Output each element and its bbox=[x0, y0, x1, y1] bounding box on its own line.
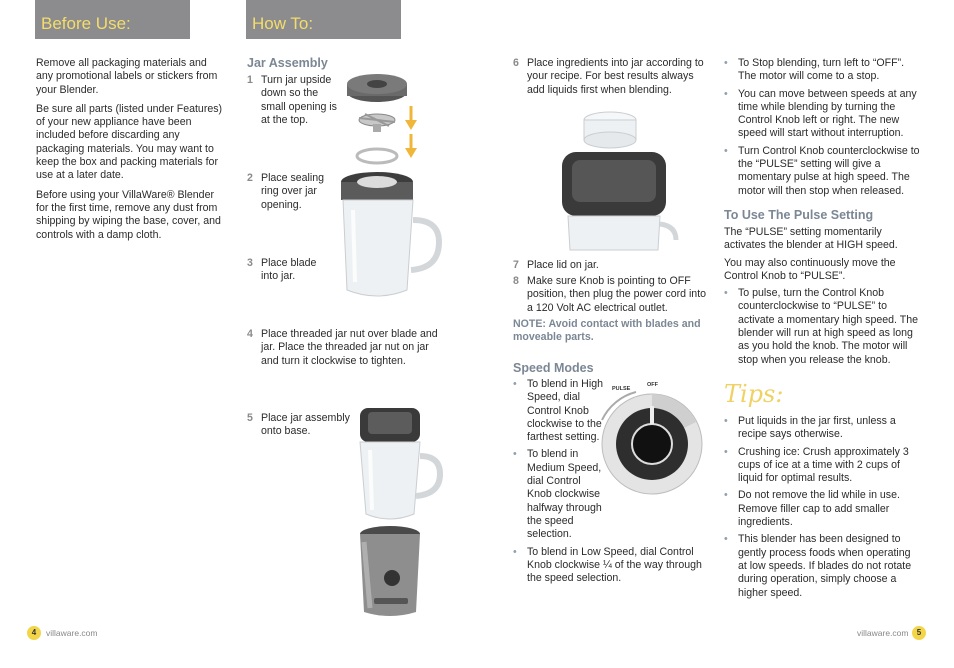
safety-note: NOTE: Avoid contact with blades and moveable parts. bbox=[513, 318, 701, 344]
middle-step bbox=[513, 259, 713, 272]
list-item: • Put liquids in the jar first, unless a recipe says otherwise. bbox=[724, 415, 920, 442]
knob-label-pulse: PULSE bbox=[612, 386, 631, 392]
step-number: 8 bbox=[513, 275, 519, 287]
pulse-setting-text bbox=[724, 226, 920, 371]
lid-on-jar-illustration bbox=[560, 108, 680, 250]
step-text: Turn jar upside down so the small opening is at the top. bbox=[261, 74, 337, 126]
footer-url-right: villaware.com bbox=[857, 628, 909, 638]
how-to-title: How To: bbox=[252, 14, 314, 33]
list-item: • To blend in Low Speed, dial Control Knob clockwise ¼ of the way through the speed selection. bbox=[513, 546, 713, 586]
step-text: Make sure Knob is pointing to OFF position, then plug the power cord into a 120 Volt AC electrical outlet. bbox=[527, 275, 707, 314]
page-number-left: 4 bbox=[27, 626, 41, 640]
step-number: 1 bbox=[247, 74, 253, 86]
how-to-header bbox=[246, 0, 401, 39]
right-column-list bbox=[724, 57, 920, 202]
step-number: 7 bbox=[513, 259, 519, 271]
step-text: Place blade into jar. bbox=[261, 257, 317, 283]
pulse-list bbox=[724, 287, 920, 367]
list-item: • To pulse, turn the Control Knob counterclockwise to “PULSE” to activate a momentary high speed. The blender will run at high speed as long as you hold the knob. The motor will stop when you release the knob. bbox=[724, 287, 920, 367]
list-item: • To blend in High Speed, dial Control Knob clockwise to the farthest setting. bbox=[513, 378, 603, 444]
step-number: 6 bbox=[513, 57, 519, 69]
knob-label-off: OFF bbox=[647, 382, 658, 388]
step-text: Place jar assembly onto base. bbox=[261, 412, 350, 438]
speed-modes-heading: Speed Modes bbox=[513, 361, 594, 375]
step-number: 3 bbox=[247, 257, 253, 269]
step-text: Place threaded jar nut over blade and jar. Place the threaded jar nut on jar and turn it clockwise to tighten. bbox=[261, 328, 438, 367]
jar-step bbox=[247, 412, 352, 439]
jar-assembly-illustration bbox=[335, 70, 445, 310]
before-use-text bbox=[36, 57, 226, 248]
jar-step bbox=[247, 257, 327, 284]
list-item: • You can move between speeds at any time while blending by turning the Control Knob left or right. The new speed will start without interruption. bbox=[724, 88, 920, 141]
pulse-paragraph: The “PULSE” setting momentarily activates the blender at HIGH speed. bbox=[724, 226, 898, 252]
before-use-title: Before Use: bbox=[41, 14, 131, 33]
step-number: 2 bbox=[247, 172, 253, 184]
step-text: Place lid on jar. bbox=[527, 259, 599, 271]
speed-medium-text: To blend in Medium Speed, dial Control Knob clockwise halfway through the speed selection. bbox=[527, 448, 602, 541]
step-text: Place ingredients into jar according to your recipe. For best results always add liquids first when blending. bbox=[527, 57, 704, 96]
blender-base-illustration bbox=[340, 402, 450, 622]
middle-step bbox=[513, 275, 713, 315]
list-item: • Do not remove the lid while in use. Remove filler cap to add smaller ingredients. bbox=[724, 489, 920, 529]
before-use-header bbox=[35, 0, 190, 39]
jar-step bbox=[247, 74, 337, 127]
page-number-right: 5 bbox=[912, 626, 926, 640]
jar-step bbox=[247, 172, 327, 212]
list-item: • This blender has been designed to gently process foods when operating at low speeds. If blades do not rotate during operation, simply choose a higher speed. bbox=[724, 533, 920, 599]
before-use-paragraph: Before using your VillaWare® Blender for the first time, remove any dust from shipping by wiping the base, cover, and controls with a damp cloth. bbox=[36, 188, 221, 241]
jar-assembly-heading: Jar Assembly bbox=[247, 56, 328, 70]
before-use-paragraph: Be sure all parts (listed under Features) of your new appliance have been included before discarding any packaging materials. You may want to keep the box and packing materials for use at a later date. bbox=[36, 102, 223, 182]
middle-step bbox=[513, 57, 713, 97]
control-knob-illustration bbox=[596, 380, 708, 492]
step-number: 5 bbox=[247, 412, 253, 424]
list-item: • Turn Control Knob counterclockwise to the “PULSE” setting will give a momentary pulse at high speed. The motor will then stop when released. bbox=[724, 145, 920, 198]
list-item: • Crushing ice: Crush approximately 3 cups of ice at a time with 2 cups of liquid for optimal results. bbox=[724, 446, 920, 486]
pulse-paragraph: You may also continuously move the Control Knob to “PULSE”. bbox=[724, 256, 896, 282]
step-text: Place sealing ring over jar opening. bbox=[261, 172, 325, 211]
list-item: • To Stop blending, turn left to “OFF”. The motor will come to a stop. bbox=[724, 57, 920, 84]
tips-heading: Tips: bbox=[724, 380, 784, 408]
footer-url-left: villaware.com bbox=[46, 628, 98, 638]
before-use-paragraph: Remove all packaging materials and any promotional labels or stickers from your Blender. bbox=[36, 57, 218, 96]
tips-list bbox=[724, 415, 920, 604]
jar-step bbox=[247, 328, 445, 368]
step-number: 4 bbox=[247, 328, 253, 340]
pulse-setting-heading: To Use The Pulse Setting bbox=[724, 208, 874, 222]
